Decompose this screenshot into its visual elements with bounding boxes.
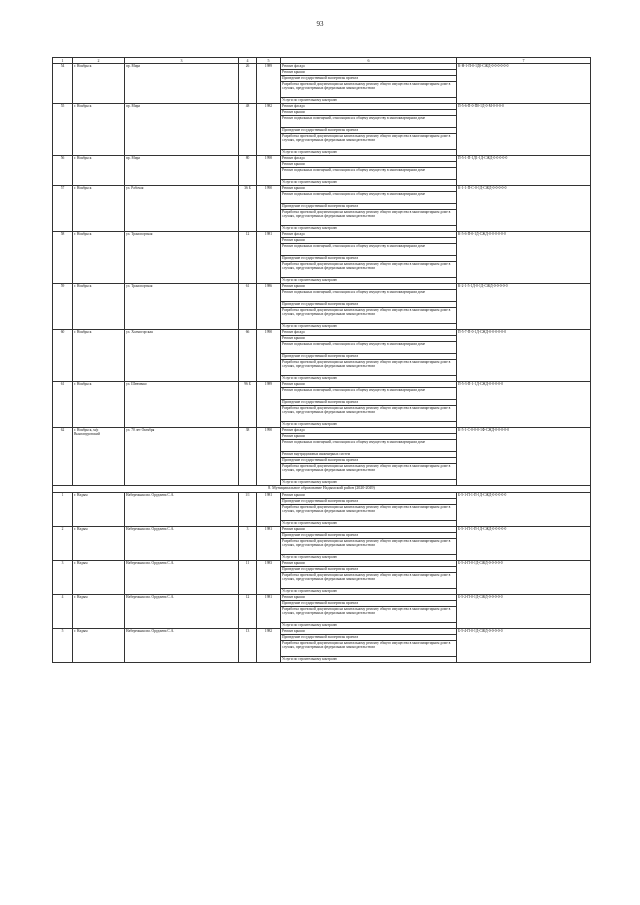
row-number-cell: 56: [53, 156, 73, 186]
col-header: 2: [73, 58, 125, 64]
row-number-cell: 61: [53, 382, 73, 428]
building-code-cell: Б-5-1-П-1-П-1Д-СЖД-0-0-0-0-0: [457, 493, 591, 527]
work-type-cell: Проведение государственной экспертизы проекта: [281, 354, 457, 360]
house-number-cell: 38: [239, 428, 257, 486]
work-type-cell: Ремонт подвальных помещений, относящихся к общему имуществу в многоквартирном доме: [281, 168, 457, 180]
city-cell: г. Надым: [73, 595, 125, 629]
work-type-cell: Ремонт подвальных помещений, относящихся к общему имуществу в многоквартирном доме: [281, 244, 457, 256]
work-type-cell: Разработка проектной документации на капитальному ремонту общего имущества в многоквартирном доме в случаях, предусмотренных федеральным законодательством: [281, 539, 457, 555]
city-cell: г. Ноябрьск: [73, 156, 125, 186]
work-type-cell: Ремонт крыши: [281, 493, 457, 499]
work-type-cell: Разработка проектной документации на капитальному ремонту общего имущества в многоквартирном доме в случаях, предусмотренных федеральным законодательством: [281, 82, 457, 98]
build-year-cell: 1982: [257, 629, 281, 663]
work-type-cell: Услуги по строительному контролю: [281, 555, 457, 561]
row-number-cell: 5: [53, 629, 73, 663]
row-number-cell: 59: [53, 284, 73, 330]
work-type-cell: Проведение государственной экспертизы проекта: [281, 567, 457, 573]
work-type-cell: Ремонт крыши: [281, 284, 457, 290]
work-type-cell: Ремонт крыши: [281, 238, 457, 244]
work-type-cell: Проведение государственной экспертизы проекта: [281, 601, 457, 607]
work-type-cell: Ремонт фасада: [281, 156, 457, 162]
street-cell: пр. Мира: [125, 156, 239, 186]
building-code-cell: Б-5-2-П-0-1Д-СЖД-0-0-0-0-0: [457, 595, 591, 629]
row-number-cell: 60: [53, 330, 73, 382]
work-type-cell: Услуги по строительному контролю: [281, 422, 457, 428]
work-type-cell: Ремонт крыши: [281, 629, 457, 635]
street-cell: ул. 70 лет Октября: [125, 428, 239, 486]
work-type-cell: Ремонт подвальных помещений, относящихся к общему имуществу в многоквартирном доме: [281, 290, 457, 302]
work-type-cell: Ремонт фасада: [281, 330, 457, 336]
work-type-cell: Услуги по строительному контролю: [281, 324, 457, 330]
street-cell: пр. Мира: [125, 64, 239, 104]
work-type-cell: Ремонт фасада: [281, 428, 457, 434]
work-type-cell: Проведение государственной экспертизы проекта: [281, 256, 457, 262]
city-cell: г. Надым: [73, 629, 125, 663]
city-cell: г. Надым: [73, 527, 125, 561]
work-type-cell: Ремонт крыши: [281, 561, 457, 567]
house-number-cell: 80: [239, 156, 257, 186]
city-cell: г. Ноябрьск: [73, 382, 125, 428]
house-number-cell: 1/1: [239, 493, 257, 527]
work-type-cell: Разработка проектной документации на капитальному ремонту общего имущества в многоквартирном доме в случаях, предусмотренных федеральным законодательством: [281, 210, 457, 226]
building-code-cell: К-5-6-П-0-1Д-СЖД-0-0-0-0-0-0: [457, 232, 591, 284]
row-number-cell: 4: [53, 595, 73, 629]
work-type-cell: Услуги по строительному контролю: [281, 480, 457, 486]
house-number-cell: 96 Б: [239, 382, 257, 428]
col-header: 6: [281, 58, 457, 64]
col-header: 4: [239, 58, 257, 64]
house-number-cell: 3: [239, 527, 257, 561]
building-code-cell: П-5-7-П-0-1Д-СЖД-0-0-0-0-0-0: [457, 330, 591, 382]
street-cell: ул. Холмогорская: [125, 330, 239, 382]
work-type-cell: Ремонт фасада: [281, 232, 457, 238]
work-type-cell: Разработка проектной документации на капитальному ремонту общего имущества в многоквартирном доме в случаях, предусмотренных федеральным законодательством: [281, 360, 457, 376]
work-type-cell: Ремонт крыши: [281, 336, 457, 342]
row-number-cell: 54: [53, 64, 73, 104]
work-type-cell: Разработка проектной документации на капитальному ремонту общего имущества в многоквартирном доме в случаях, предусмотренных федеральным законодательством: [281, 262, 457, 278]
house-number-cell: 12: [239, 595, 257, 629]
street-cell: Набережная им. Оруджева С.А.: [125, 629, 239, 663]
house-number-cell: 13: [239, 629, 257, 663]
street-cell: ул. Транспортная: [125, 232, 239, 284]
work-type-cell: Разработка проектной документации на капитальному ремонту общего имущества в многоквартирном доме в случаях, предусмотренных федеральным законодательством: [281, 641, 457, 657]
work-type-cell: Услуги по строительному контролю: [281, 150, 457, 156]
city-cell: г. Ноябрьск: [73, 186, 125, 232]
work-type-cell: Ремонт крыши: [281, 527, 457, 533]
work-type-cell: Разработка проектной документации на капитальному ремонту общего имущества в многоквартирном доме в случаях, предусмотренных федеральным законодательством: [281, 406, 457, 422]
build-year-cell: 1981: [257, 493, 281, 527]
work-type-cell: Ремонт фасада: [281, 104, 457, 110]
work-type-cell: Ремонт крыши: [281, 595, 457, 601]
work-type-cell: Ремонт крыши: [281, 434, 457, 440]
build-year-cell: 1989: [257, 382, 281, 428]
street-cell: ул. Шевченко: [125, 382, 239, 428]
building-code-cell: Б-5-1-П-1-П-1Д-СЖД-0-0-0-0-0: [457, 527, 591, 561]
row-number-cell: 57: [53, 186, 73, 232]
work-type-cell: Ремонт подвальных помещений, относящихся к общему имуществу в многоквартирном доме: [281, 388, 457, 400]
work-type-cell: Ремонт крыши: [281, 162, 457, 168]
build-year-cell: 1981: [257, 527, 281, 561]
work-type-cell: Проведение государственной экспертизы проекта: [281, 458, 457, 464]
city-cell: г. Надым: [73, 493, 125, 527]
city-cell: г. Ноябрьск: [73, 330, 125, 382]
work-type-cell: Разработка проектной документации на капитальному ремонту общего имущества в многоквартирном доме в случаях, предусмотренных федеральным законодательством: [281, 308, 457, 324]
work-type-cell: Услуги по строительному контролю: [281, 278, 457, 284]
work-type-cell: Разработка проектной документации на капитальному ремонту общего имущества в многоквартирном доме в случаях, предусмотренных федеральным законодательством: [281, 573, 457, 589]
building-code-cell: П-5-1-П-1Д1-1Д-СЖД-0-0-0-0-0: [457, 156, 591, 186]
row-number-cell: 58: [53, 232, 73, 284]
row-number-cell: 3: [53, 561, 73, 595]
house-number-cell: 48: [239, 104, 257, 156]
work-type-cell: Ремонт подвальных помещений, относящихся к общему имуществу в многоквартирном доме: [281, 342, 457, 354]
build-year-cell: 1981: [257, 232, 281, 284]
row-number-cell: 2: [53, 527, 73, 561]
building-code-cell: П-5-3-П-1-1Д-СЖД-0-0-0-0-0: [457, 382, 591, 428]
work-type-cell: Ремонт подвальных помещений, относящихся к общему имуществу в многоквартирном доме: [281, 116, 457, 128]
work-type-cell: Ремонт крыши: [281, 70, 457, 76]
work-type-cell: Услуги по строительному контролю: [281, 623, 457, 629]
build-year-cell: 1990: [257, 428, 281, 486]
house-number-cell: 36 Б: [239, 186, 257, 232]
work-type-cell: Услуги по строительному контролю: [281, 180, 457, 186]
building-code-cell: П-5-6-П-0-П0-1Д-0-М-0-0-0-0: [457, 104, 591, 156]
street-cell: Набережная им. Оруджева С.А.: [125, 561, 239, 595]
work-type-cell: Ремонт подвальных помещений, относящихся к общему имуществу в многоквартирном доме: [281, 440, 457, 452]
house-number-cell: 26: [239, 64, 257, 104]
work-type-cell: Ремонт внутридомовых инженерных систем: [281, 452, 457, 458]
page-number: 93: [316, 20, 324, 28]
city-cell: г. Надым: [73, 561, 125, 595]
work-type-cell: Ремонт подвальных помещений, относящихся к общему имуществу в многоквартирном доме: [281, 192, 457, 204]
house-number-cell: 66: [239, 330, 257, 382]
work-type-cell: Проведение государственной экспертизы проекта: [281, 302, 457, 308]
section-title: 8. Муниципальное образование Надымский район (2020-2049): [53, 486, 591, 493]
work-type-cell: Проведение государственной экспертизы проекта: [281, 533, 457, 539]
work-type-cell: Проведение государственной экспертизы проекта: [281, 499, 457, 505]
col-header: 5: [257, 58, 281, 64]
build-year-cell: 1998: [257, 156, 281, 186]
build-year-cell: 1990: [257, 186, 281, 232]
work-type-cell: Проведение государственной экспертизы проекта: [281, 204, 457, 210]
work-type-cell: Разработка проектной документации на капитальному ремонту общего имущества в многоквартирном доме в случаях, предусмотренных федеральным законодательством: [281, 134, 457, 150]
work-type-cell: Услуги по строительному контролю: [281, 657, 457, 663]
city-cell: г. Ноябрьск: [73, 104, 125, 156]
house-number-cell: 12: [239, 232, 257, 284]
building-code-cell: К-Н-1-П-0-1Д0-СЖД-0-0-0-0-0-0: [457, 64, 591, 104]
work-type-cell: Разработка проектной документации на капитальному ремонту общего имущества в многоквартирном доме в случаях, предусмотренных федеральным законодательством: [281, 607, 457, 623]
house-number-cell: 61: [239, 284, 257, 330]
building-code-cell: К-2-1-5-1Д-0-1Д-СЖД-0-0-0-0-0: [457, 284, 591, 330]
work-type-cell: Ремонт крыши: [281, 382, 457, 388]
work-type-cell: Услуги по строительному контролю: [281, 226, 457, 232]
row-number-cell: 55: [53, 104, 73, 156]
col-header: 1: [53, 58, 73, 64]
build-year-cell: 1986: [257, 284, 281, 330]
work-type-cell: Разработка проектной документации на капитальному ремонту общего имущества в многоквартирном доме в случаях, предусмотренных федеральным законодательством: [281, 505, 457, 521]
building-code-cell: К-5-1-С-0-0-0-1Ф-СЖД-0-0-0-0-0: [457, 428, 591, 486]
work-type-cell: Ремонт фасада: [281, 64, 457, 70]
building-code-cell: К-1-1-П-С-0-1Д-СЖД-0-0-0-0-0: [457, 186, 591, 232]
building-code-cell: Б-5-4-П-0-1Д-СЖД-0-0-0-0-0: [457, 629, 591, 663]
work-type-cell: Проведение государственной экспертизы проекта: [281, 76, 457, 82]
work-type-cell: Услуги по строительному контролю: [281, 589, 457, 595]
work-type-cell: Услуги по строительному контролю: [281, 98, 457, 104]
build-year-cell: 1990: [257, 330, 281, 382]
section-row: [53, 486, 591, 493]
work-type-cell: Проведение государственной экспертизы проекта: [281, 400, 457, 406]
city-cell: г. Ноябрьск: [73, 232, 125, 284]
building-code-cell: Б-5-4-П-0-1Д-СЖД-0-0-0-0-0: [457, 561, 591, 595]
city-cell: г. Ноябрьск, м/р Вынгапуровский: [73, 428, 125, 486]
work-type-cell: Услуги по строительному контролю: [281, 376, 457, 382]
build-year-cell: 1982: [257, 104, 281, 156]
street-cell: ул. Рабочая: [125, 186, 239, 232]
col-header: 3: [125, 58, 239, 64]
row-number-cell: 62: [53, 428, 73, 486]
house-number-cell: 11: [239, 561, 257, 595]
city-cell: г. Ноябрьск: [73, 284, 125, 330]
build-year-cell: 1989: [257, 64, 281, 104]
col-header: 7: [457, 58, 591, 64]
street-cell: пр. Мира: [125, 104, 239, 156]
city-cell: г. Ноябрьск: [73, 64, 125, 104]
build-year-cell: 1983: [257, 561, 281, 595]
build-year-cell: 1981: [257, 595, 281, 629]
work-type-cell: Ремонт крыши: [281, 186, 457, 192]
street-cell: Набережная им. Оруджева С.А.: [125, 595, 239, 629]
work-type-cell: Услуги по строительному контролю: [281, 521, 457, 527]
row-number-cell: 1: [53, 493, 73, 527]
street-cell: Набережная им. Оруджева С.А.: [125, 527, 239, 561]
repair-register-table: [52, 57, 591, 663]
work-type-cell: Проведение государственной экспертизы проекта: [281, 635, 457, 641]
work-type-cell: Разработка проектной документации на капитальному ремонту общего имущества в многоквартирном доме в случаях, предусмотренных федеральным законодательством: [281, 464, 457, 480]
work-type-cell: Ремонт крыши: [281, 110, 457, 116]
street-cell: Набережная им. Оруджева С.А.: [125, 493, 239, 527]
work-type-cell: Проведение государственной экспертизы проекта: [281, 128, 457, 134]
street-cell: ул. Транспортная: [125, 284, 239, 330]
